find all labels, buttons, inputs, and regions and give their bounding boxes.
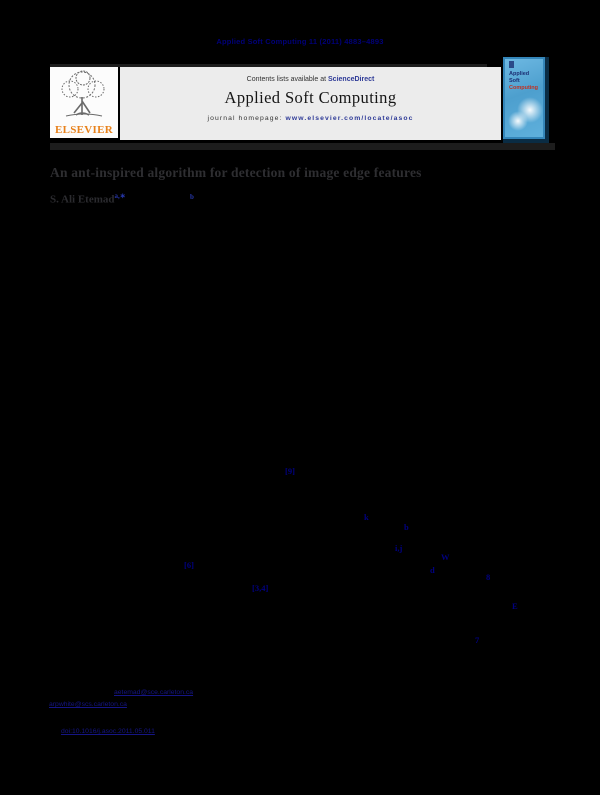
cover-title-line1: Applied [509, 71, 530, 77]
contents-prefix: Contents lists available at [246, 76, 327, 83]
author2-email-link[interactable]: arpwhite@scs.carleton.ca [49, 701, 127, 708]
citation-link[interactable]: d [430, 565, 435, 575]
author-name: S. Ali Etemad [50, 193, 115, 206]
elsevier-wordmark: ELSEVIER [54, 124, 114, 136]
citation-link[interactable]: b [404, 522, 409, 532]
citation-link[interactable]: [9] [285, 466, 295, 476]
author-line [50, 192, 126, 206]
doi-link[interactable]: doi:10.1016/j.asoc.2011.05.011 [61, 728, 155, 735]
journal-reference-line: Applied Soft Computing 11 (2011) 4883–4893 [216, 37, 384, 46]
contents-line [120, 76, 501, 83]
elsevier-tree-icon [56, 69, 112, 126]
homepage-line [120, 115, 501, 122]
author2-affiliation-link[interactable]: b [190, 193, 194, 201]
cover-publisher-mark-icon [509, 61, 514, 68]
journal-cover-face [503, 57, 545, 139]
citation-link[interactable]: [6] [184, 560, 194, 570]
author-affiliation-link[interactable]: a,∗ [114, 192, 126, 200]
cover-title [509, 71, 538, 92]
citation-link[interactable]: E [512, 601, 518, 611]
author1-email-link[interactable]: aetemad@sce.carleton.ca [114, 689, 194, 696]
journal-cover-thumbnail[interactable] [503, 57, 549, 143]
article-title: An ant-inspired algorithm for detection of image edge features [50, 165, 422, 180]
header-bottom-rule [50, 143, 555, 150]
citation-link[interactable]: 8 [486, 572, 491, 582]
cover-title-line2: Soft [509, 78, 520, 85]
sciencedirect-link[interactable]: ScienceDirect [328, 76, 375, 83]
citation-link[interactable]: [3,4] [252, 583, 269, 593]
citation-link[interactable]: W [441, 552, 450, 562]
citation-link[interactable]: i,j [395, 543, 403, 553]
journal-header-band [120, 67, 501, 140]
cover-title-line3: Computing [509, 85, 539, 92]
citation-link[interactable]: k [364, 512, 369, 522]
elsevier-logo[interactable] [50, 67, 118, 138]
homepage-prefix: journal homepage: [207, 115, 283, 122]
citation-link[interactable]: 7 [475, 635, 480, 645]
homepage-link[interactable]: www.elsevier.com/locate/asoc [285, 115, 414, 122]
journal-title: Applied Soft Computing [224, 88, 397, 107]
cover-decoration-blob [508, 111, 528, 131]
